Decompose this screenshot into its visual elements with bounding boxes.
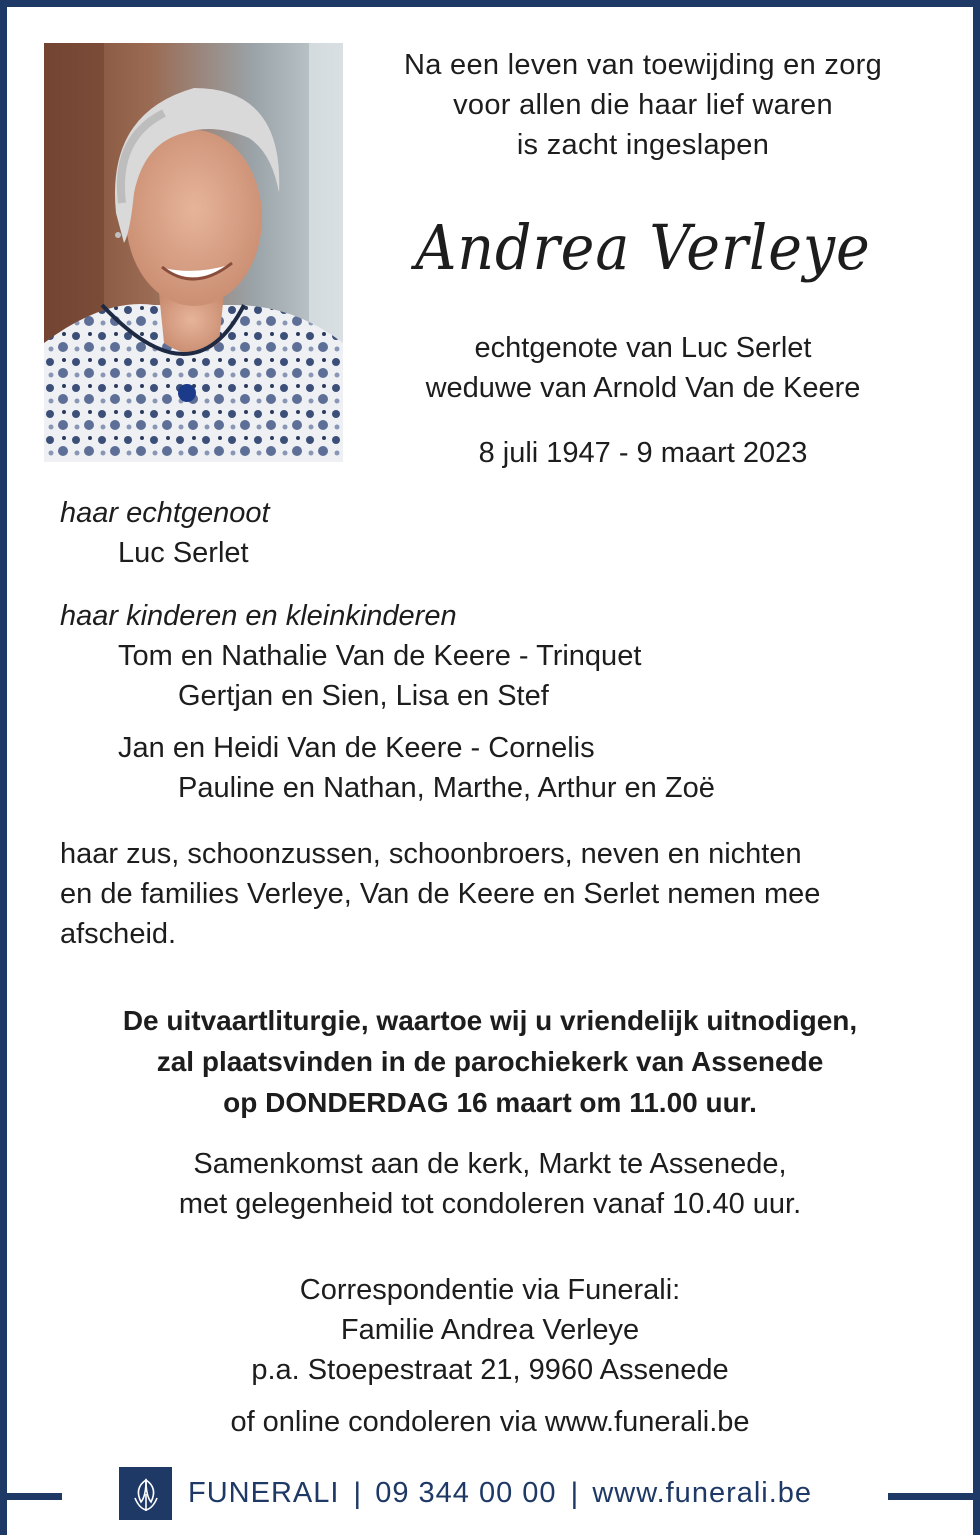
service-announcement [40, 1000, 940, 1123]
spouse-info [363, 328, 923, 408]
online-condolence-text: of online condoleren via www.funerali.be [230, 1406, 750, 1438]
gathering-line: Samenkomst aan de kerk, Markt te Assenede, [193, 1148, 787, 1180]
child-family-line: Jan en Heidi Van de Keere - Cornelis [118, 732, 595, 764]
deceased-name: Andrea Verleye [415, 211, 871, 284]
correspondence-address [40, 1270, 940, 1390]
children-heading: haar kinderen en kleinkinderen [60, 600, 457, 632]
gathering-line: met gelegenheid tot condoleren vanaf 10.40 uur. [178, 1188, 802, 1220]
frame-right-border [973, 0, 980, 1535]
frame-top-border [0, 0, 980, 7]
farewell-line: en de families Verleye, Van de Keere en Serlet nemen mee [60, 878, 821, 910]
footer-phone[interactable]: 09 344 00 00 [375, 1477, 557, 1509]
husband-name: Luc Serlet [118, 537, 249, 569]
frame-left-border [0, 0, 7, 1535]
farewell-line: haar zus, schoonzussen, schoonbroers, neven en nichten [60, 838, 802, 870]
service-line: op DONDERDAG 16 maart om 11.00 uur. [223, 1087, 757, 1118]
frame-bottom-left-border [0, 1493, 62, 1500]
footer-separator: | [353, 1476, 362, 1510]
farewell-text [60, 834, 940, 954]
child-family-line: Tom en Nathalie Van de Keere - Trinquet [118, 640, 642, 672]
spouse-line: echtgenote van Luc Serlet [474, 332, 812, 364]
service-line: zal plaatsvinden in de parochiekerk van Assenede [156, 1046, 824, 1077]
service-line: De uitvaartliturgie, waartoe wij u vriendelijk uitnodigen, [122, 1005, 858, 1036]
farewell-line: afscheid. [60, 918, 177, 950]
frame-bottom-right-border [888, 1493, 980, 1500]
portrait-photo [44, 43, 343, 462]
footer-website-link[interactable]: www.funerali.be [592, 1477, 813, 1509]
correspondence-line: Correspondentie via Funerali: [299, 1274, 681, 1306]
life-dates: 8 juli 1947 - 9 maart 2023 [478, 437, 808, 469]
footer-brand: FUNERALI [188, 1477, 340, 1509]
intro-line: Na een leven van toewijding en zorg [403, 49, 883, 81]
footer-separator: | [570, 1476, 579, 1510]
intro-line: voor allen die haar lief waren [453, 89, 833, 121]
intro-line: is zacht ingeslapen [516, 129, 770, 161]
correspondence-line: Familie Andrea Verleye [340, 1314, 640, 1346]
correspondence-line: p.a. Stoepestraat 21, 9960 Assenede [251, 1354, 729, 1386]
gathering-info [40, 1144, 940, 1224]
husband-heading: haar echtgenoot [60, 497, 270, 529]
grandchildren-line: Pauline en Nathan, Marthe, Arthur en Zoë [178, 772, 715, 804]
children-section [60, 596, 715, 808]
grandchildren-line: Gertjan en Sien, Lisa en Stef [178, 680, 549, 712]
widow-line: weduwe van Arnold Van de Keere [425, 372, 861, 404]
intro-text [363, 45, 923, 165]
husband-section [60, 493, 270, 573]
footer-bar [119, 1467, 812, 1520]
funerali-leaf-icon [119, 1467, 172, 1520]
